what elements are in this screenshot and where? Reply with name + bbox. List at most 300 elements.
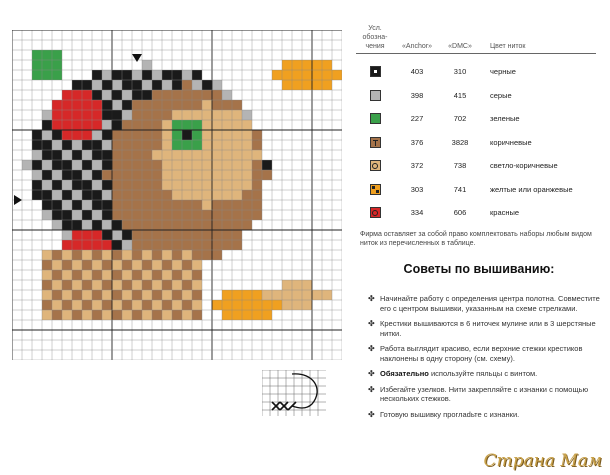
stitch-cell: [282, 70, 292, 80]
stitch-cell: [142, 100, 152, 110]
stitch-cell: [52, 290, 62, 300]
stitch-cell: [322, 60, 332, 70]
stitch-cell: [232, 310, 242, 320]
stitch-cell: [42, 50, 52, 60]
stitch-cell: [242, 310, 252, 320]
stitch-cell: [222, 240, 232, 250]
stitch-cell: [222, 140, 232, 150]
stitch-cell: [142, 200, 152, 210]
legend-anchor: 227: [410, 114, 424, 124]
stitch-cell: [112, 90, 122, 100]
stitch-cell: [192, 70, 202, 80]
stitch-cell: [102, 130, 112, 140]
legend-dmc: 738: [453, 161, 467, 171]
stitch-cell: [82, 80, 92, 90]
stitch-cell: [92, 290, 102, 300]
stitch-cell: [122, 310, 132, 320]
stitch-cell: [132, 240, 142, 250]
stitch-cell: [272, 290, 282, 300]
stitch-cell: [242, 120, 252, 130]
color-swatch-icon: [370, 160, 381, 171]
stitch-cell: [82, 260, 92, 270]
stitch-cell: [272, 300, 282, 310]
stitch-cell: [212, 130, 222, 140]
stitch-cell: [112, 250, 122, 260]
stitch-cell: [192, 100, 202, 110]
stitch-cell: [262, 160, 272, 170]
stitch-cell: [162, 190, 172, 200]
stitch-cell: [132, 220, 142, 230]
stitch-cell: [122, 130, 132, 140]
tip-text: Начинайте работу с определения центра полотна. Совместите его с центром вышивки, указанным на схеме стрелками.: [380, 294, 600, 313]
watermark-logo: Страна Мам: [483, 451, 602, 471]
stitch-cell: [132, 170, 142, 180]
stitch-cell: [92, 120, 102, 130]
stitch-cell: [232, 180, 242, 190]
color-swatch-icon: [370, 207, 381, 218]
center-arrow-left-icon: [14, 195, 22, 205]
stitch-cell: [122, 110, 132, 120]
stitch-cell: [212, 120, 222, 130]
stitch-cell: [182, 160, 192, 170]
stitch-cell: [172, 70, 182, 80]
stitch-cell: [202, 190, 212, 200]
stitch-cell: [42, 70, 52, 80]
stitch-cell: [52, 60, 62, 70]
stitch-cell: [62, 180, 72, 190]
stitch-cell: [82, 250, 92, 260]
stitch-cell: [52, 100, 62, 110]
stitch-cell: [122, 270, 132, 280]
stitch-cell: [52, 180, 62, 190]
stitch-cell: [42, 250, 52, 260]
tip-item: [368, 385, 600, 404]
stitch-cell: [152, 130, 162, 140]
stitch-cell: [112, 150, 122, 160]
stitch-cell: [142, 210, 152, 220]
stitch-cell: [32, 160, 42, 170]
stitch-cell: [172, 80, 182, 90]
stitch-cell: [252, 290, 262, 300]
stitch-cell: [192, 220, 202, 230]
stitch-cell: [62, 270, 72, 280]
stitch-cell: [142, 80, 152, 90]
stitch-cell: [162, 220, 172, 230]
tip-item: [368, 294, 600, 313]
legend-anchor: 372: [410, 161, 424, 171]
stitch-cell: [62, 170, 72, 180]
stitch-direction-diagram: [262, 370, 326, 416]
stitch-cell: [52, 70, 62, 80]
stitch-cell: [152, 310, 162, 320]
stitch-cell: [52, 250, 62, 260]
stitch-cell: [62, 230, 72, 240]
stitch-cell: [212, 100, 222, 110]
stitch-cell: [142, 220, 152, 230]
legend-dmc: 3828: [451, 137, 469, 147]
stitch-cell: [62, 130, 72, 140]
stitch-cell: [112, 280, 122, 290]
stitch-cell: [62, 240, 72, 250]
stitch-cell: [152, 110, 162, 120]
stitch-cell: [222, 300, 232, 310]
stitch-cell: [182, 190, 192, 200]
stitch-cell: [102, 170, 112, 180]
legend-row: [356, 201, 596, 225]
stitch-cell: [152, 290, 162, 300]
stitch-cell: [142, 150, 152, 160]
stitch-cell: [122, 290, 132, 300]
stitch-cell: [132, 200, 142, 210]
legend-header-anchor: «Anchor»: [402, 43, 432, 50]
stitch-cell: [82, 310, 92, 320]
legend-symbol: [356, 207, 394, 218]
stitch-cell: [82, 220, 92, 230]
stitch-cell: [92, 260, 102, 270]
legend-anchor: 334: [410, 208, 424, 218]
stitch-cell: [52, 160, 62, 170]
stitch-cell: [92, 150, 102, 160]
stitch-cell: [62, 280, 72, 290]
stitch-cell: [122, 240, 132, 250]
tip-item: [368, 344, 600, 363]
stitch-cell: [222, 180, 232, 190]
stitch-cell: [92, 170, 102, 180]
stitch-cell: [42, 60, 52, 70]
stitch-cell: [132, 270, 142, 280]
stitch-cell: [132, 260, 142, 270]
stitch-cell: [192, 140, 202, 150]
stitch-cell: [62, 260, 72, 270]
tips-title: Советы по вышиванию:: [403, 262, 555, 276]
stitch-cell: [82, 110, 92, 120]
stitch-cell: [42, 160, 52, 170]
stitch-cell: [172, 230, 182, 240]
stitch-cell: [132, 70, 142, 80]
stitch-cell: [222, 120, 232, 130]
stitch-cell: [192, 240, 202, 250]
legend-dmc: 702: [453, 114, 467, 124]
stitch-cell: [152, 160, 162, 170]
stitch-cell: [132, 120, 142, 130]
stitch-cell: [102, 140, 112, 150]
stitch-cell: [162, 270, 172, 280]
stitch-cell: [192, 310, 202, 320]
stitch-cell: [172, 140, 182, 150]
stitch-cell: [192, 290, 202, 300]
stitch-cell: [102, 150, 112, 160]
stitch-cell: [152, 140, 162, 150]
stitch-cell: [222, 160, 232, 170]
stitch-cell: [92, 210, 102, 220]
stitch-cell: [152, 200, 162, 210]
stitch-cell: [92, 270, 102, 280]
stitch-cell: [172, 240, 182, 250]
stitch-cell: [72, 150, 82, 160]
legend-color-name: красные: [490, 208, 520, 218]
stitch-cell: [262, 300, 272, 310]
stitch-cell: [122, 220, 132, 230]
stitch-cell: [122, 250, 132, 260]
stitch-cell: [202, 140, 212, 150]
legend-symbol: [356, 90, 394, 101]
stitch-cell: [242, 130, 252, 140]
stitch-cell: [182, 170, 192, 180]
stitch-cell: [212, 80, 222, 90]
stitch-cell: [282, 80, 292, 90]
stitch-cell: [212, 180, 222, 190]
stitch-cell: [192, 170, 202, 180]
stitch-cell: [212, 150, 222, 160]
stitch-cell: [162, 290, 172, 300]
stitch-cell: [202, 100, 212, 110]
stitch-cell: [182, 90, 192, 100]
stitch-cell: [72, 100, 82, 110]
legend-color-name: черные: [490, 67, 516, 77]
stitch-cell: [252, 160, 262, 170]
tip-text: Работа выглядит красиво, если верхние стежки крестиков наклонены в одну сторону (см. схему).: [380, 344, 583, 363]
stitch-cell: [102, 90, 112, 100]
stitch-cell: [202, 150, 212, 160]
stitch-cell: [32, 70, 42, 80]
stitch-cell: [32, 130, 42, 140]
stitch-cell: [172, 120, 182, 130]
stitch-cell: [232, 120, 242, 130]
color-legend: [356, 24, 596, 225]
stitch-cell: [62, 110, 72, 120]
stitch-cell: [182, 200, 192, 210]
stitch-cell: [62, 290, 72, 300]
stitch-cell: [62, 120, 72, 130]
bullet-icon: ✤: [368, 384, 375, 394]
stitch-cell: [322, 70, 332, 80]
stitch-cell: [72, 120, 82, 130]
stitch-cell: [142, 60, 152, 70]
stitch-cell: [152, 120, 162, 130]
stitch-cell: [132, 210, 142, 220]
stitch-cell: [122, 140, 132, 150]
stitch-cell: [192, 160, 202, 170]
stitch-cell: [102, 260, 112, 270]
stitch-cell: [92, 130, 102, 140]
stitch-cell: [162, 170, 172, 180]
stitch-cell: [122, 70, 132, 80]
stitch-cell: [52, 150, 62, 160]
stitch-cell: [72, 130, 82, 140]
stitch-cell: [292, 70, 302, 80]
stitch-cell: [212, 300, 222, 310]
stitch-cell: [32, 170, 42, 180]
stitch-cell: [152, 300, 162, 310]
stitch-cell: [142, 310, 152, 320]
stitch-cell: [302, 280, 312, 290]
stitch-cell: [172, 160, 182, 170]
stitch-cell: [242, 110, 252, 120]
stitch-cell: [112, 70, 122, 80]
stitch-cell: [92, 100, 102, 110]
stitch-cell: [112, 310, 122, 320]
stitch-cell: [232, 100, 242, 110]
stitch-cell: [102, 70, 112, 80]
stitch-cell: [292, 80, 302, 90]
stitch-cell: [302, 80, 312, 90]
stitch-cell: [102, 110, 112, 120]
stitch-cell: [92, 80, 102, 90]
stitch-cell: [72, 230, 82, 240]
stitch-cell: [202, 240, 212, 250]
stitch-cell: [172, 110, 182, 120]
stitch-cell: [82, 140, 92, 150]
stitch-cell: [152, 230, 162, 240]
stitch-cell: [192, 80, 202, 90]
stitch-cell: [72, 290, 82, 300]
stitch-cell: [312, 60, 322, 70]
legend-color-name: светло-коричневые: [490, 161, 558, 171]
stitch-cell: [182, 310, 192, 320]
legend-color-name: желтые или оранжевые: [490, 184, 573, 194]
stitch-cell: [92, 220, 102, 230]
stitch-cell: [82, 200, 92, 210]
stitch-cell: [52, 170, 62, 180]
stitch-cell: [162, 100, 172, 110]
stitch-cell: [142, 70, 152, 80]
stitch-cell: [82, 150, 92, 160]
stitch-cell: [82, 280, 92, 290]
stitch-cell: [172, 310, 182, 320]
stitch-cell: [112, 230, 122, 240]
legend-row: [356, 154, 596, 178]
legend-row: [356, 107, 596, 131]
stitch-cell: [162, 140, 172, 150]
stitch-cell: [232, 240, 242, 250]
stitch-cell: [142, 230, 152, 240]
legend-header-dmc: «DMC»: [448, 43, 472, 50]
stitch-cell: [212, 170, 222, 180]
stitch-cell: [122, 170, 132, 180]
stitch-cell: [92, 180, 102, 190]
stitch-cell: [182, 270, 192, 280]
stitch-cell: [142, 130, 152, 140]
stitch-cell: [82, 300, 92, 310]
stitch-cell: [142, 190, 152, 200]
legend-color-name: серые: [490, 90, 512, 100]
stitch-cell: [202, 210, 212, 220]
stitch-cell: [42, 300, 52, 310]
stitch-cell: [62, 190, 72, 200]
stitch-cell: [72, 270, 82, 280]
stitch-cell: [162, 280, 172, 290]
stitch-cell: [192, 180, 202, 190]
stitch-cell: [182, 210, 192, 220]
stitch-cell: [232, 290, 242, 300]
stitch-cell: [322, 290, 332, 300]
bullet-icon: ✤: [368, 344, 375, 353]
stitch-cell: [52, 280, 62, 290]
stitch-cell: [132, 230, 142, 240]
stitch-cell: [152, 280, 162, 290]
stitch-cell: [192, 300, 202, 310]
stitch-cell: [222, 210, 232, 220]
stitch-cell: [102, 220, 112, 230]
stitch-cell: [252, 130, 262, 140]
stitch-cell: [182, 180, 192, 190]
stitch-cell: [252, 310, 262, 320]
stitch-cell: [42, 170, 52, 180]
stitch-cell: [132, 80, 142, 90]
stitch-cell: [242, 150, 252, 160]
stitch-cell: [52, 270, 62, 280]
stitch-cell: [112, 80, 122, 90]
stitch-cell: [42, 140, 52, 150]
stitch-cell: [142, 140, 152, 150]
stitch-cell: [92, 230, 102, 240]
stitch-cell: [82, 270, 92, 280]
stitch-cell: [212, 140, 222, 150]
stitch-cell: [102, 180, 112, 190]
tip-item: [368, 369, 600, 379]
stitch-cell: [72, 180, 82, 190]
stitch-cell: [122, 90, 132, 100]
stitch-cell: [162, 80, 172, 90]
stitch-cell: [42, 110, 52, 120]
stitch-cell: [202, 180, 212, 190]
stitch-cell: [92, 280, 102, 290]
stitch-cell: [242, 290, 252, 300]
stitch-cell: [172, 180, 182, 190]
stitch-cell: [192, 110, 202, 120]
stitch-cell: [102, 80, 112, 90]
tip-text: Обязательно используйте пяльцы с винтом.: [380, 369, 538, 378]
stitch-cell: [152, 190, 162, 200]
stitch-cell: [112, 210, 122, 220]
stitch-cell: [122, 230, 132, 240]
stitch-cell: [192, 280, 202, 290]
stitch-cell: [42, 210, 52, 220]
stitch-cell: [32, 180, 42, 190]
stitch-cell: [232, 190, 242, 200]
stitch-cell: [162, 240, 172, 250]
stitch-cell: [242, 200, 252, 210]
stitch-cell: [102, 250, 112, 260]
stitch-cell: [42, 150, 52, 160]
stitch-cell: [212, 240, 222, 250]
stitch-cell: [292, 60, 302, 70]
stitch-cell: [32, 190, 42, 200]
stitch-cell: [82, 290, 92, 300]
stitch-cell: [222, 90, 232, 100]
stitch-cell: [102, 310, 112, 320]
stitch-cell: [42, 270, 52, 280]
stitch-cell: [332, 70, 342, 80]
tip-item: [368, 319, 600, 338]
stitch-cell: [112, 270, 122, 280]
stitch-cell: [182, 110, 192, 120]
stitch-cell: [152, 170, 162, 180]
stitch-cell: [162, 310, 172, 320]
legend-anchor: 403: [410, 67, 424, 77]
stitch-cell: [112, 290, 122, 300]
stitch-cell: [192, 120, 202, 130]
stitch-cell: [72, 160, 82, 170]
center-arrow-top-icon: [132, 54, 142, 62]
stitch-cell: [132, 280, 142, 290]
stitch-cell: [102, 290, 112, 300]
stitch-cell: [132, 290, 142, 300]
stitch-cell: [182, 220, 192, 230]
stitch-cell: [102, 280, 112, 290]
stitch-cell: [192, 270, 202, 280]
stitch-cell: [32, 50, 42, 60]
